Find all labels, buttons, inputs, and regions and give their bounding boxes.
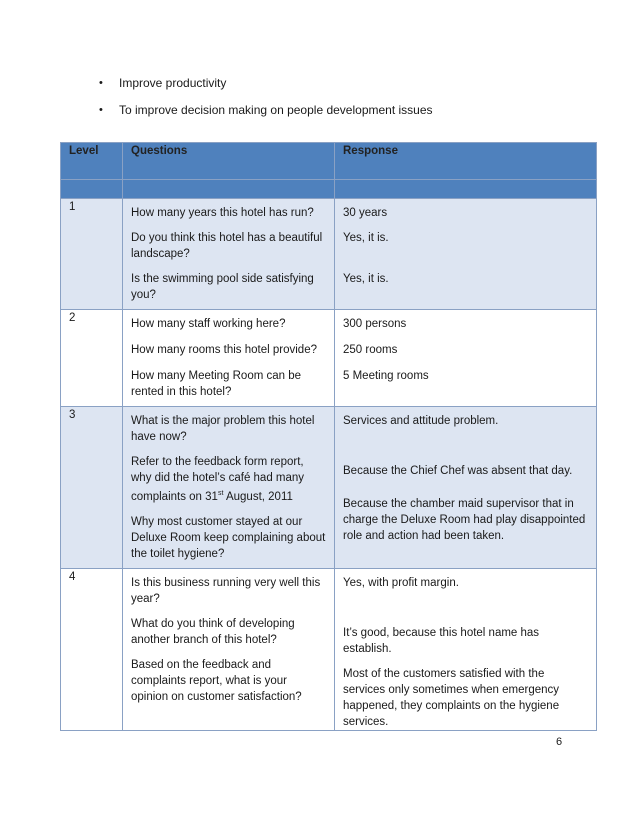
responses-cell <box>335 310 597 407</box>
bullet-dot-icon: • <box>99 104 103 116</box>
response-text: 300 persons <box>343 318 407 330</box>
level-cell: 4 <box>61 568 123 730</box>
response-text: Most of the customers satisfied with the services only sometimes when emergency happened, they complaints on the hygiene services. <box>343 667 560 728</box>
questions-cell <box>123 568 335 730</box>
table-header-row <box>61 143 597 180</box>
level-cell: 1 <box>61 199 123 310</box>
bullet-text: To improve decision making on people development issues <box>119 103 433 117</box>
question-text: What do you think of developing another branch of this hotel? <box>131 617 295 646</box>
bullet-list <box>99 72 433 126</box>
response-text: It’s good, because this hotel name has establish. <box>343 626 540 655</box>
bullet-item <box>99 99 433 121</box>
bullet-item <box>99 72 433 94</box>
header-band-cell <box>123 180 335 199</box>
question-text: How many staff working here? <box>131 318 286 330</box>
questions-cell <box>123 407 335 569</box>
question-text: Is the swimming pool side satisfying you? <box>131 273 314 301</box>
table-row <box>61 568 597 730</box>
header-band-cell <box>335 180 597 199</box>
response-text: 5 Meeting rooms <box>343 370 429 382</box>
level-cell: 2 <box>61 310 123 407</box>
responses-cell <box>335 199 597 310</box>
question-text: Is this business running very well this year? <box>131 576 321 605</box>
response-text: 250 rooms <box>343 344 398 356</box>
question-text: How many rooms this hotel provide? <box>131 344 317 356</box>
question-text: How many years this hotel has run? <box>131 207 314 219</box>
responses-cell <box>335 568 597 730</box>
survey-table <box>60 142 597 731</box>
header-band-cell <box>61 180 123 199</box>
question-text-tail: August, 2011 <box>223 490 293 503</box>
level-cell: 3 <box>61 407 123 569</box>
table-row <box>61 407 597 569</box>
page-number: 6 <box>556 736 563 748</box>
question-text <box>131 454 326 505</box>
responses-cell <box>335 407 597 569</box>
header-questions: Questions <box>123 143 335 180</box>
question-text: Do you think this hotel has a beautiful landscape? <box>131 232 323 260</box>
response-text: Services and attitude problem. <box>343 415 499 427</box>
response-text: Yes, it is. <box>343 273 389 285</box>
response-text: Because the chamber maid supervisor that in charge the Deluxe Room had play disappointed role and action had been taken. <box>343 498 586 542</box>
question-text: Based on the feedback and complaints report, what is your opinion on customer satisfaction? <box>131 658 302 703</box>
response-text: 30 years <box>343 207 388 219</box>
response-text: Because the Chief Chef was absent that day. <box>343 465 573 477</box>
header-band-row <box>61 180 597 199</box>
bullet-dot-icon: • <box>99 77 103 89</box>
header-response: Response <box>335 143 597 180</box>
bullet-text: Improve productivity <box>119 76 227 90</box>
header-level: Level <box>61 143 123 180</box>
table-row <box>61 310 597 407</box>
questions-cell <box>123 310 335 407</box>
question-text-part: Refer to the feedback form report, why did the hotel’s café had many complaints on 31 <box>131 456 305 503</box>
question-text: How many Meeting Room can be rented in this hotel? <box>131 370 302 398</box>
table-row <box>61 199 597 310</box>
question-text: Why most customer stayed at our Deluxe Room keep complaining about the toilet hygiene? <box>131 515 326 560</box>
question-text: What is the major problem this hotel have now? <box>131 415 315 443</box>
superscript: st <box>217 490 224 497</box>
questions-cell <box>123 199 335 310</box>
response-text: Yes, with profit margin. <box>343 576 459 589</box>
response-text: Yes, it is. <box>343 232 389 244</box>
